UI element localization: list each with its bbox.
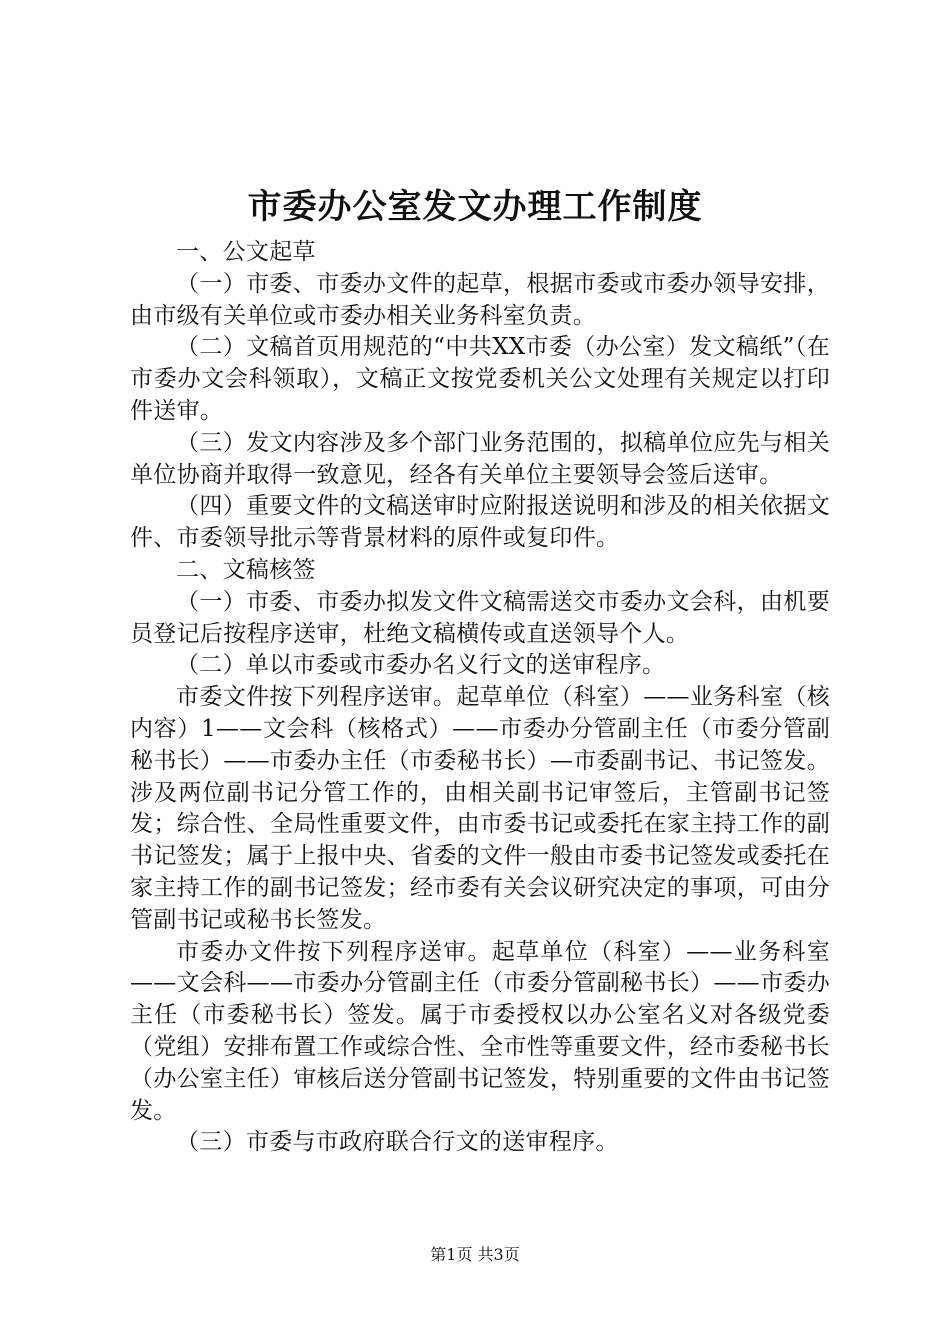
page-footer: 第1页 共3页 bbox=[430, 1245, 520, 1264]
section-heading: 二、文稿核签 bbox=[176, 556, 316, 583]
section-heading: 一、公文起草 bbox=[176, 239, 316, 265]
paragraph: （四）重要文件的文稿送审时应附报送说明和涉及的相关依据文件、市委领导批示等背景材料的原件或复印件。 bbox=[130, 493, 830, 552]
paragraph: （一）市委、市委办文件的起草，根据市委或市委办领导安排，由市级有关单位或市委办相关业务科室负责。 bbox=[130, 270, 830, 329]
paragraph: （三）市委与市政府联合行文的送审程序。 bbox=[176, 1129, 619, 1156]
paragraph: 市委文件按下列程序送审。起草单位（科室）——业务科室（核内容）1——文会科（核格式）——市委办分管副主任（市委分管副秘书长）——市委办主任（市委秘书长）—市委副书记、书记签发。涉及两位副书记分管工作的，由相关副书记审签后，主管副书记签发；综合性、全局性重要文件，由市委书记或委托在家主持工作的副书记签发；属于上报中央、省委的文件一般由市委书记签发或委托在家主持工作的副书记签发；经市委有关会议研究决定的事项，可由分管副书记或秘书长签发。 bbox=[130, 684, 830, 933]
paragraph: 市委办文件按下列程序送审。起草单位（科室）——业务科室——文会科——市委办分管副主任（市委分管副秘书长）——市委办主任（市委秘书长）签发。属于市委授权以办公室名义对各级党委（党组）安排布置工作或综合性、全市性等重要文件，经市委秘书长（办公室主任）审核后送分管副书记签发，特别重要的文件由书记签发。 bbox=[130, 938, 830, 1124]
document-title: 市委办公室发文办理工作制度 bbox=[247, 187, 703, 227]
paragraph: （二）单以市委或市委办名义行文的送审程序。 bbox=[176, 652, 666, 679]
document-body bbox=[130, 237, 830, 1159]
paragraph: （三）发文内容涉及多个部门业务范围的，拟稿单位应先与相关单位协商并取得一致意见，经各有关单位主要领导会签后送审。 bbox=[130, 429, 830, 488]
paragraph: （二）文稿首页用规范的“中共XX市委（办公室）发文稿纸”（在市委办文会科领取），文稿正文按党委机关公文处理有关规定以打印件送审。 bbox=[130, 334, 830, 424]
paragraph: （一）市委、市委办拟发文件文稿需送交市委办文会科，由机要员登记后按程序送审，杜绝文稿横传或直送领导个人。 bbox=[130, 588, 830, 647]
